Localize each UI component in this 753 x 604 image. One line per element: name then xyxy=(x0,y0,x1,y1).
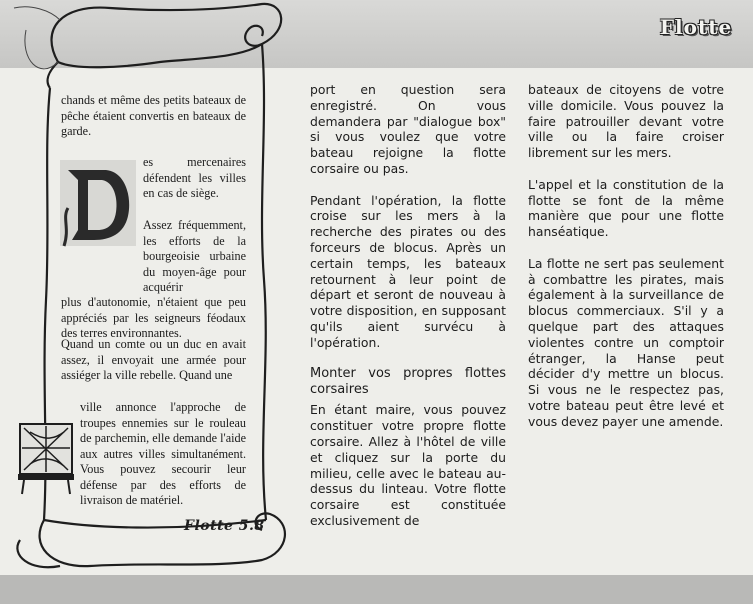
scroll-paragraph-first: chands et même des petits bateaux de pêche étaient convertis en bateaux de garde. xyxy=(61,93,246,138)
column-right-paragraph-3: La flotte ne sert pas seulement à combattre les pirates, mais également à la surveillance de blocus commerciaux. S'il y a quelque part des attaques violentes contre un comptoir étranger, la Hanse peut décider d'y mettre un blocus. Si vous ne le respectez pas, votre bateau peut être levé et vous devez payer une amende. xyxy=(528,255,724,429)
section-badge: Flotte xyxy=(659,15,733,39)
column-left-paragraph-3: En étant maire, vous pouvez constituer votre propre flotte corsaire. Allez à l'hôtel de ville et cliquez sur la porte du milieu, celle avec le bateau au-dessus du linteau. Votre flotte corsaire est constituée exclusivement de xyxy=(310,402,506,528)
scroll-paragraph-quand-b: ville annonce l'approche de troupes ennemies sur le rouleau de parchemin, elle demande l'aide aux autres villes simultanément. Vous pouvez secourir leur défense par des efforts de livraison de matériel. xyxy=(80,400,246,507)
woodcut-illustration-icon xyxy=(16,418,78,496)
column-right-paragraph-1: bateaux de citoyens de votre ville domicile. Vous pouvez la faire patrouiller devant votre ville ou la faire croiser librement sur les mers. xyxy=(528,82,724,161)
column-left xyxy=(310,82,506,545)
dropcap-d-icon xyxy=(58,158,138,248)
column-left-paragraph-1: port en question sera enregistré. On vous demandera par "dialogue box" si vous voulez que votre bateau rejoigne la flotte corsaire ou pas. xyxy=(310,82,506,176)
column-right-paragraph-2: L'appel et la constitution de la flotte se font de la même manière que pour une flotte hanséatique. xyxy=(528,176,724,240)
column-right xyxy=(528,82,724,445)
column-left-paragraph-2: Pendant l'opération, la flotte croise sur les mers à la recherche des pirates ou des forceurs de blocus. Après un certain temps, les bateaux retournent à leur point de départ et seront de nouveau à votre disposition, en supposant qu'ils aient survécu à l'opération. xyxy=(310,192,506,350)
section-heading: Monter vos propres flottes corsaires xyxy=(310,366,506,398)
scroll-paragraph-quand-a: Quand un comte ou un duc en avait assez, il envoyait une armée pour assiéger la ville rebelle. Quand une xyxy=(61,337,246,382)
bottom-band xyxy=(0,575,753,604)
scroll-paragraph-assez-a: Assez fréquemment, les efforts de la bourgeoisie urbaine du moyen-âge pour acquérir xyxy=(143,218,246,294)
scroll-paragraph-mercenaires: es mercenaires défendent les villes en cas de siège. xyxy=(143,155,246,200)
scroll-paragraph-assez-b: plus d'autonomie, n'étaient que peu appréciés par les seigneurs féodaux des terres environnantes. xyxy=(61,295,246,340)
scroll-page-number: Flotte 5.8 xyxy=(184,518,265,534)
